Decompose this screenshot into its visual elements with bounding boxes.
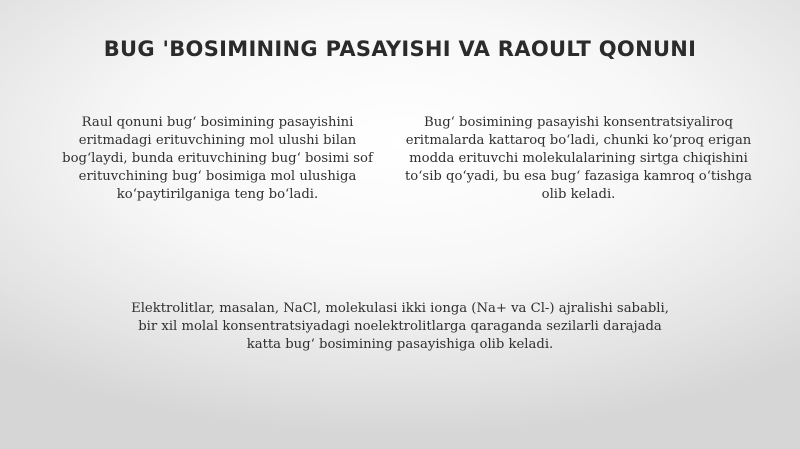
text-block-electrolytes: Elektrolitlar, masalan, NaCl, molekulasi ikki ionga (Na+ va Cl-) ajralishi sababli, bir xil molal konsentratsiyadagi noelektrolitlarga qaraganda sezilarli darajada katta bug‘ bosimining pasayishiga olib keladi. xyxy=(131,301,669,352)
slide-title: BUG 'BOSIMINING PASAYISHI VA RAOULT QONUNI xyxy=(103,37,697,61)
text-block-concentration-effect: Bug‘ bosimining pasayishi konsentratsiyaliroq eritmalarda kattaroq bo‘ladi, chunki ko‘proq erigan modda erituvchi molekulalarining sirtga chiqishini to‘sib qo‘yadi, bu esa bug‘ fazasiga kamroq o‘tishga olib keladi. xyxy=(405,115,752,202)
text-block-raoult-law: Raul qonuni bug‘ bosimining pasayishini eritmadagi erituvchining mol ulushi bilan bog‘laydi, bunda erituvchining bug‘ bosimi sof erituvchining bug‘ bosimiga mol ulushiga ko‘paytirilganiga teng bo‘ladi. xyxy=(62,115,373,202)
